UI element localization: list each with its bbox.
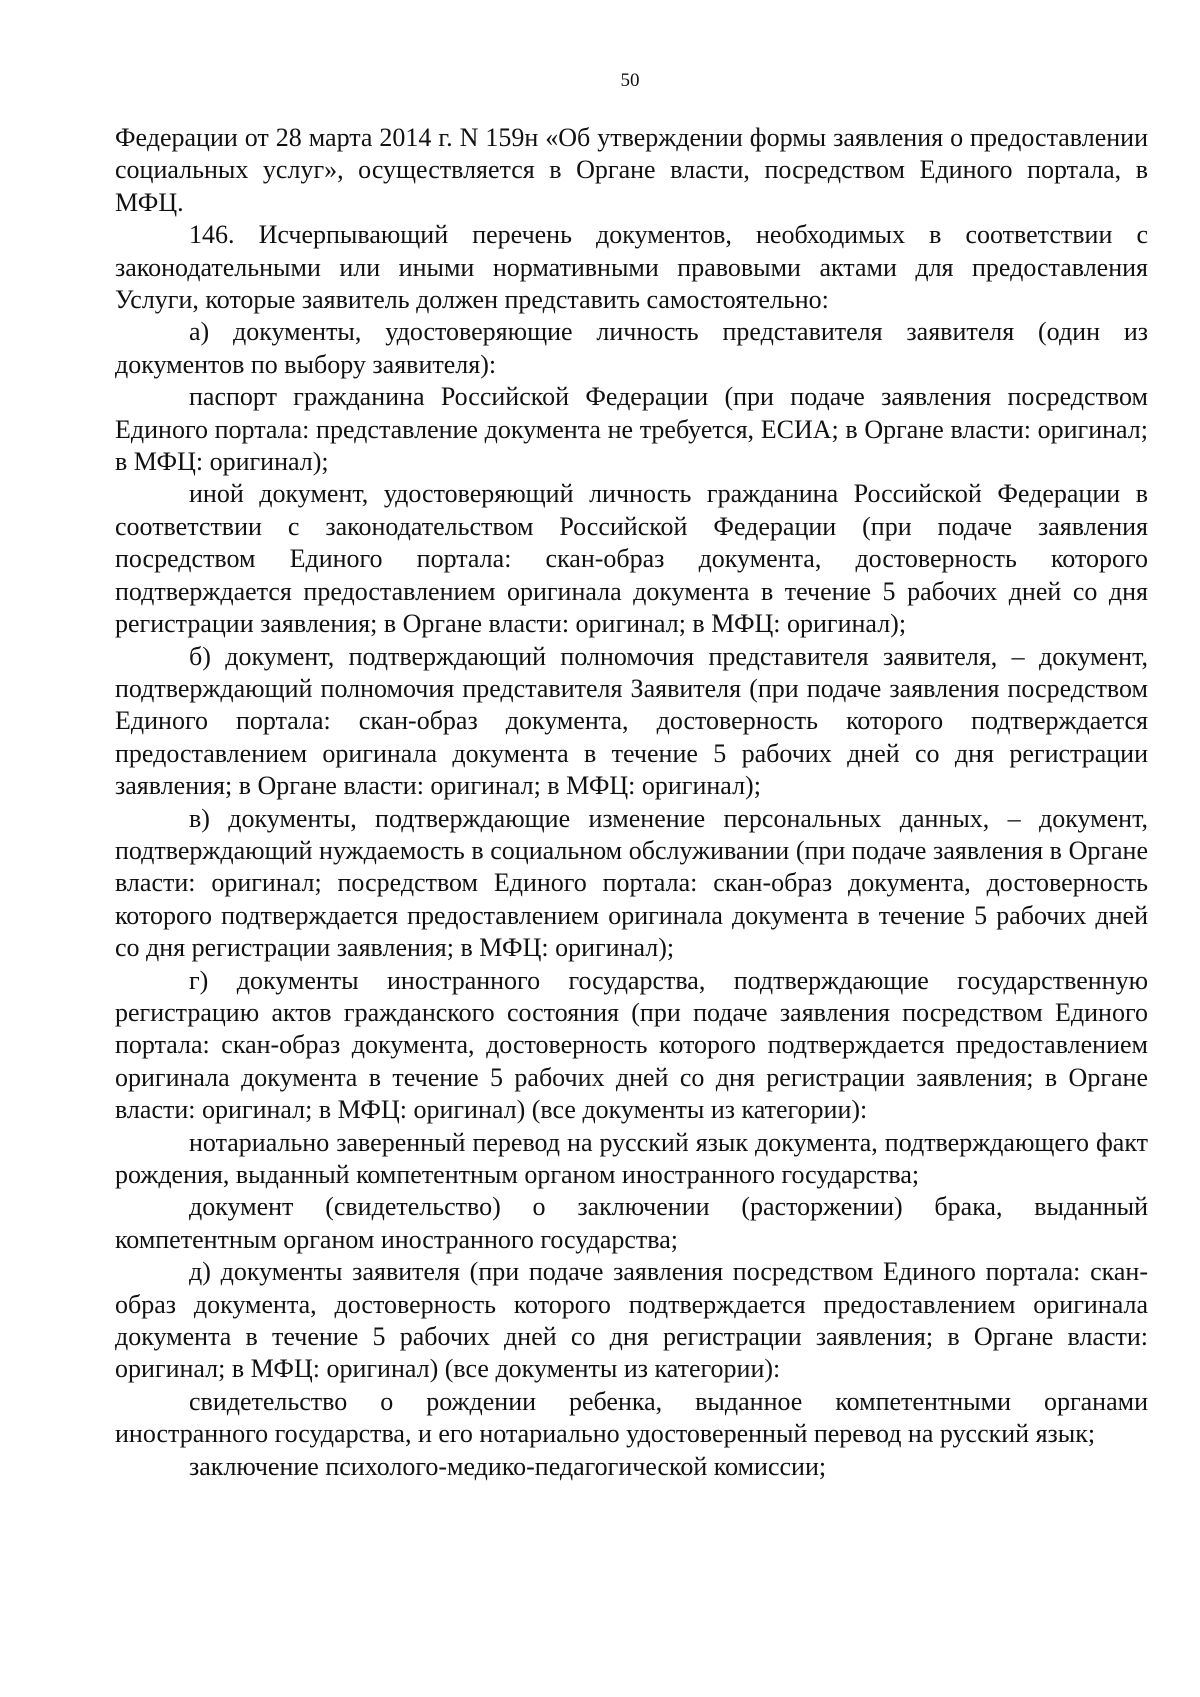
paragraph-item-a: а) документы, удостоверяющие личность представителя заявителя (один из документов по выбору заявителя): <box>115 317 1148 379</box>
paragraph-item-g: г) документы иностранного государства, подтверждающие государственную регистрацию актов гражданского состояния (при подаче заявления посредством Единого портала: скан-образ документа, достоверность которого подтверждается предоставлением оригинала документа в течение 5 рабочих дней со дня регистрации заявления; в Органе власти: оригинал; в МФЦ: оригинал) (все документы из категории): <box>115 965 1148 1125</box>
paragraph-item-v: в) документы, подтверждающие изменение персональных данных, – документ, подтверждающий нуждаемость в социальном обслуживании (при подаче заявления в Органе власти: оригинал; посредством Единого портала: скан-образ документа, достоверность которого подтверждается предоставлением оригинала документа в течение 5 рабочих дней со дня регистрации заявления; в МФЦ: оригинал); <box>115 803 1148 963</box>
paragraph-146: 146. Исчерпывающий перечень документов, необходимых в соответствии с законодательными или иными нормативными правовыми актами для предоставления Услуги, которые заявитель должен представить самостоятельно: <box>115 220 1148 315</box>
paragraph-passport: паспорт гражданина Российской Федерации (при подаче заявления посредством Единого портала: представление документа не требуется, ЕСИА; в Органе власти: оригинал; в МФЦ: оригинал); <box>115 382 1148 477</box>
paragraph-item-d: д) документы заявителя (при подаче заявления посредством Единого портала: скан-образ документа, достоверность которого подтверждается предоставлением оригинала документа в течение 5 рабочих дней со дня регистрации заявления; в Органе власти: оригинал; в МФЦ: оригинал) (все документы из категории): <box>115 1257 1148 1384</box>
page-number: 50 <box>620 70 640 91</box>
paragraph-notarized-translation: нотариально заверенный перевод на русский язык документа, подтверждающего факт рождения, выданный компетентным органом иностранного государства; <box>115 1127 1148 1189</box>
paragraph-birth-certificate: свидетельство о рождении ребенка, выданное компетентными органами иностранного государства, и его нотариально удостоверенный перевод на русский язык; <box>115 1386 1148 1449</box>
paragraph-other-id-document: иной документ, удостоверяющий личность гражданина Российской Федерации в соответствии с законодательством Российской Федерации (при подаче заявления посредством Единого портала: скан-образ документа, достоверность которого подтверждается предоставлением оригинала документа в течение 5 рабочих дней со дня регистрации заявления; в Органе власти: оригинал; в МФЦ: оригинал); <box>115 479 1148 639</box>
paragraph-continuation: Федерации от 28 марта 2014 г. N 159н «Об утверждении формы заявления о предоставлении социальных услуг», осуществляется в Органе власти, посредством Единого портала, в МФЦ. <box>115 123 1148 217</box>
document-body <box>115 122 1148 1483</box>
paragraph-pmpk-conclusion: заключение психолого-медико-педагогической комиссии; <box>189 1451 827 1481</box>
paragraph-item-b: б) документ, подтверждающий полномочия представителя заявителя, – документ, подтверждающий полномочия представителя Заявителя (при подаче заявления посредством Единого портала: скан-образ документа, достоверность которого подтверждается предоставлением оригинала документа в течение 5 рабочих дней со дня регистрации заявления; в Органе власти: оригинал; в МФЦ: оригинал); <box>115 641 1148 801</box>
paragraph-marriage-certificate: документ (свидетельство) о заключении (расторжении) брака, выданный компетентным органом иностранного государства; <box>115 1192 1148 1254</box>
